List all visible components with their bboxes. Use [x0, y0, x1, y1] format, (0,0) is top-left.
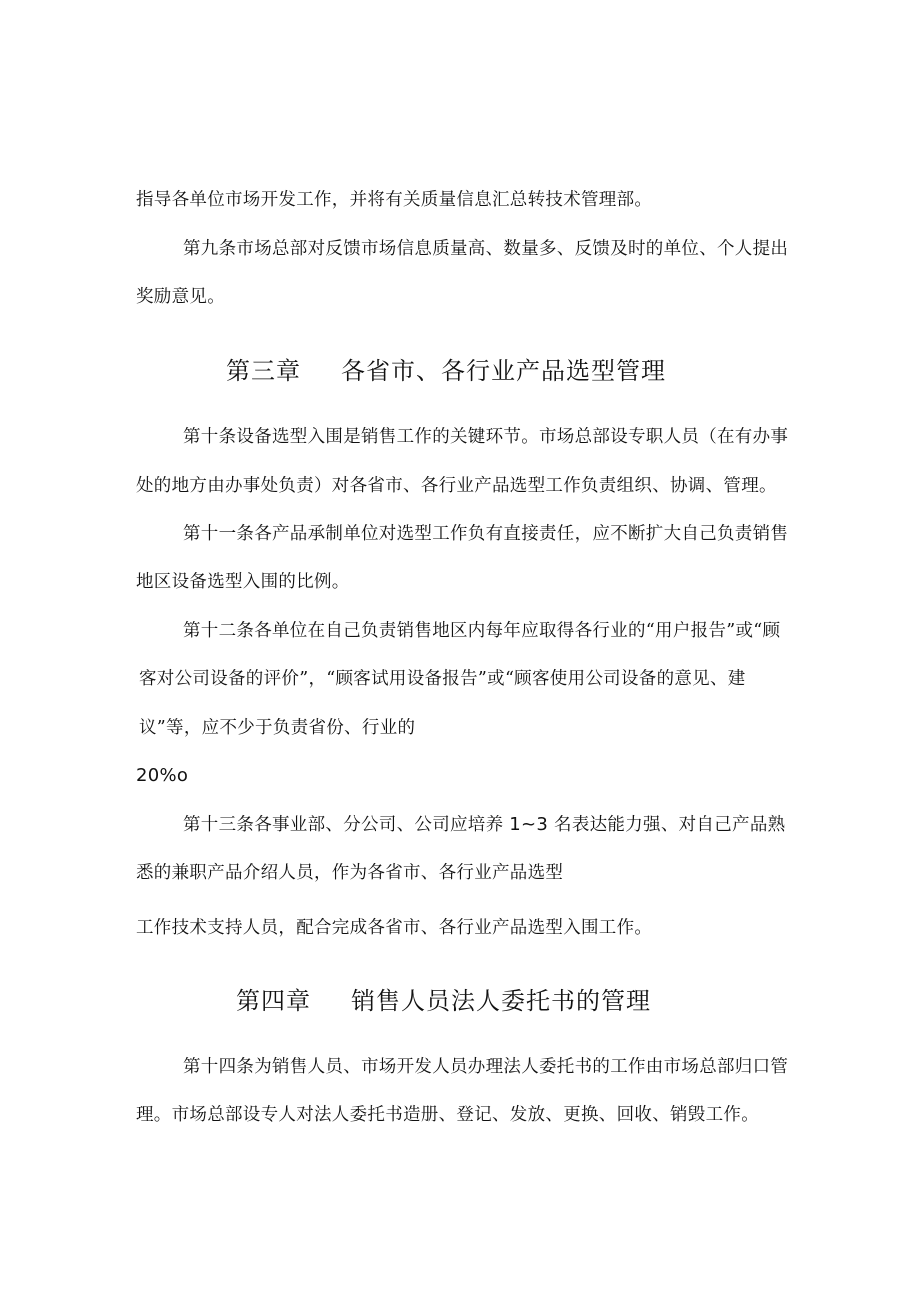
- article-13-line-2: 悉的兼职产品介绍人员，作为各省市、各行业产品选型: [136, 863, 564, 883]
- article-14-line-1: 第十四条为销售人员、市场开发人员办理法人委托书的工作由市场总部归口管: [183, 1057, 789, 1077]
- article-10-line-2: 处的地方由办事处负责）对各省市、各行业产品选型工作负责组织、协调、管理。: [136, 476, 777, 496]
- chapter-4-title: 销售人员法人委托书的管理: [351, 987, 651, 1015]
- article-13-number: 1~3: [509, 814, 549, 835]
- article-11-line-2: 地区设备选型入围的比例。: [136, 572, 350, 592]
- article-13-text-a: 第十三条各事业部、分公司、公司应培养: [183, 815, 510, 835]
- chapter-4-heading: [236, 986, 651, 1016]
- chapter-3-title: 各省市、各行业产品选型管理: [341, 357, 666, 385]
- article-13-line-1: [183, 813, 785, 837]
- article-14-line-2: 理。市场总部设专人对法人委托书造册、登记、发放、更换、回收、销毁工作。: [136, 1105, 759, 1125]
- chapter-3-number: 第三章: [226, 357, 301, 385]
- article-12-line-4: 20%o: [136, 765, 189, 786]
- article-11-line-1: 第十一条各产品承制单位对选型工作负有直接责任，应不断扩大自己负责销售: [183, 524, 789, 544]
- article-12-line-1: 第十二条各单位在自己负责销售地区内每年应取得各行业的“用户报告”或“顾: [183, 621, 781, 641]
- article-12-line-3: 议”等，应不少于负责省份、行业的: [139, 718, 416, 738]
- article-13-line-3: 工作技术支持人员，配合完成各省市、各行业产品选型入围工作。: [136, 918, 653, 938]
- article-9-line-1: 第九条市场总部对反馈市场信息质量高、数量多、反馈及时的单位、个人提出: [183, 239, 789, 259]
- article-13-text-b: 名表达能力强、对自己产品熟: [548, 815, 786, 835]
- article-9-line-2: 奖励意见。: [136, 287, 225, 307]
- chapter-3-heading: [226, 356, 666, 386]
- article-10-line-1: 第十条设备选型入围是销售工作的关键环节。市场总部设专职人员（在有办事: [183, 427, 789, 447]
- paragraph-line: 指导各单位市场开发工作，并将有关质量信息汇总转技术管理部。: [136, 190, 653, 210]
- article-12-line-2: 客对公司设备的评价”，“顾客试用设备报告”或“顾客使用公司设备的意见、建: [139, 669, 746, 689]
- chapter-4-number: 第四章: [236, 987, 311, 1015]
